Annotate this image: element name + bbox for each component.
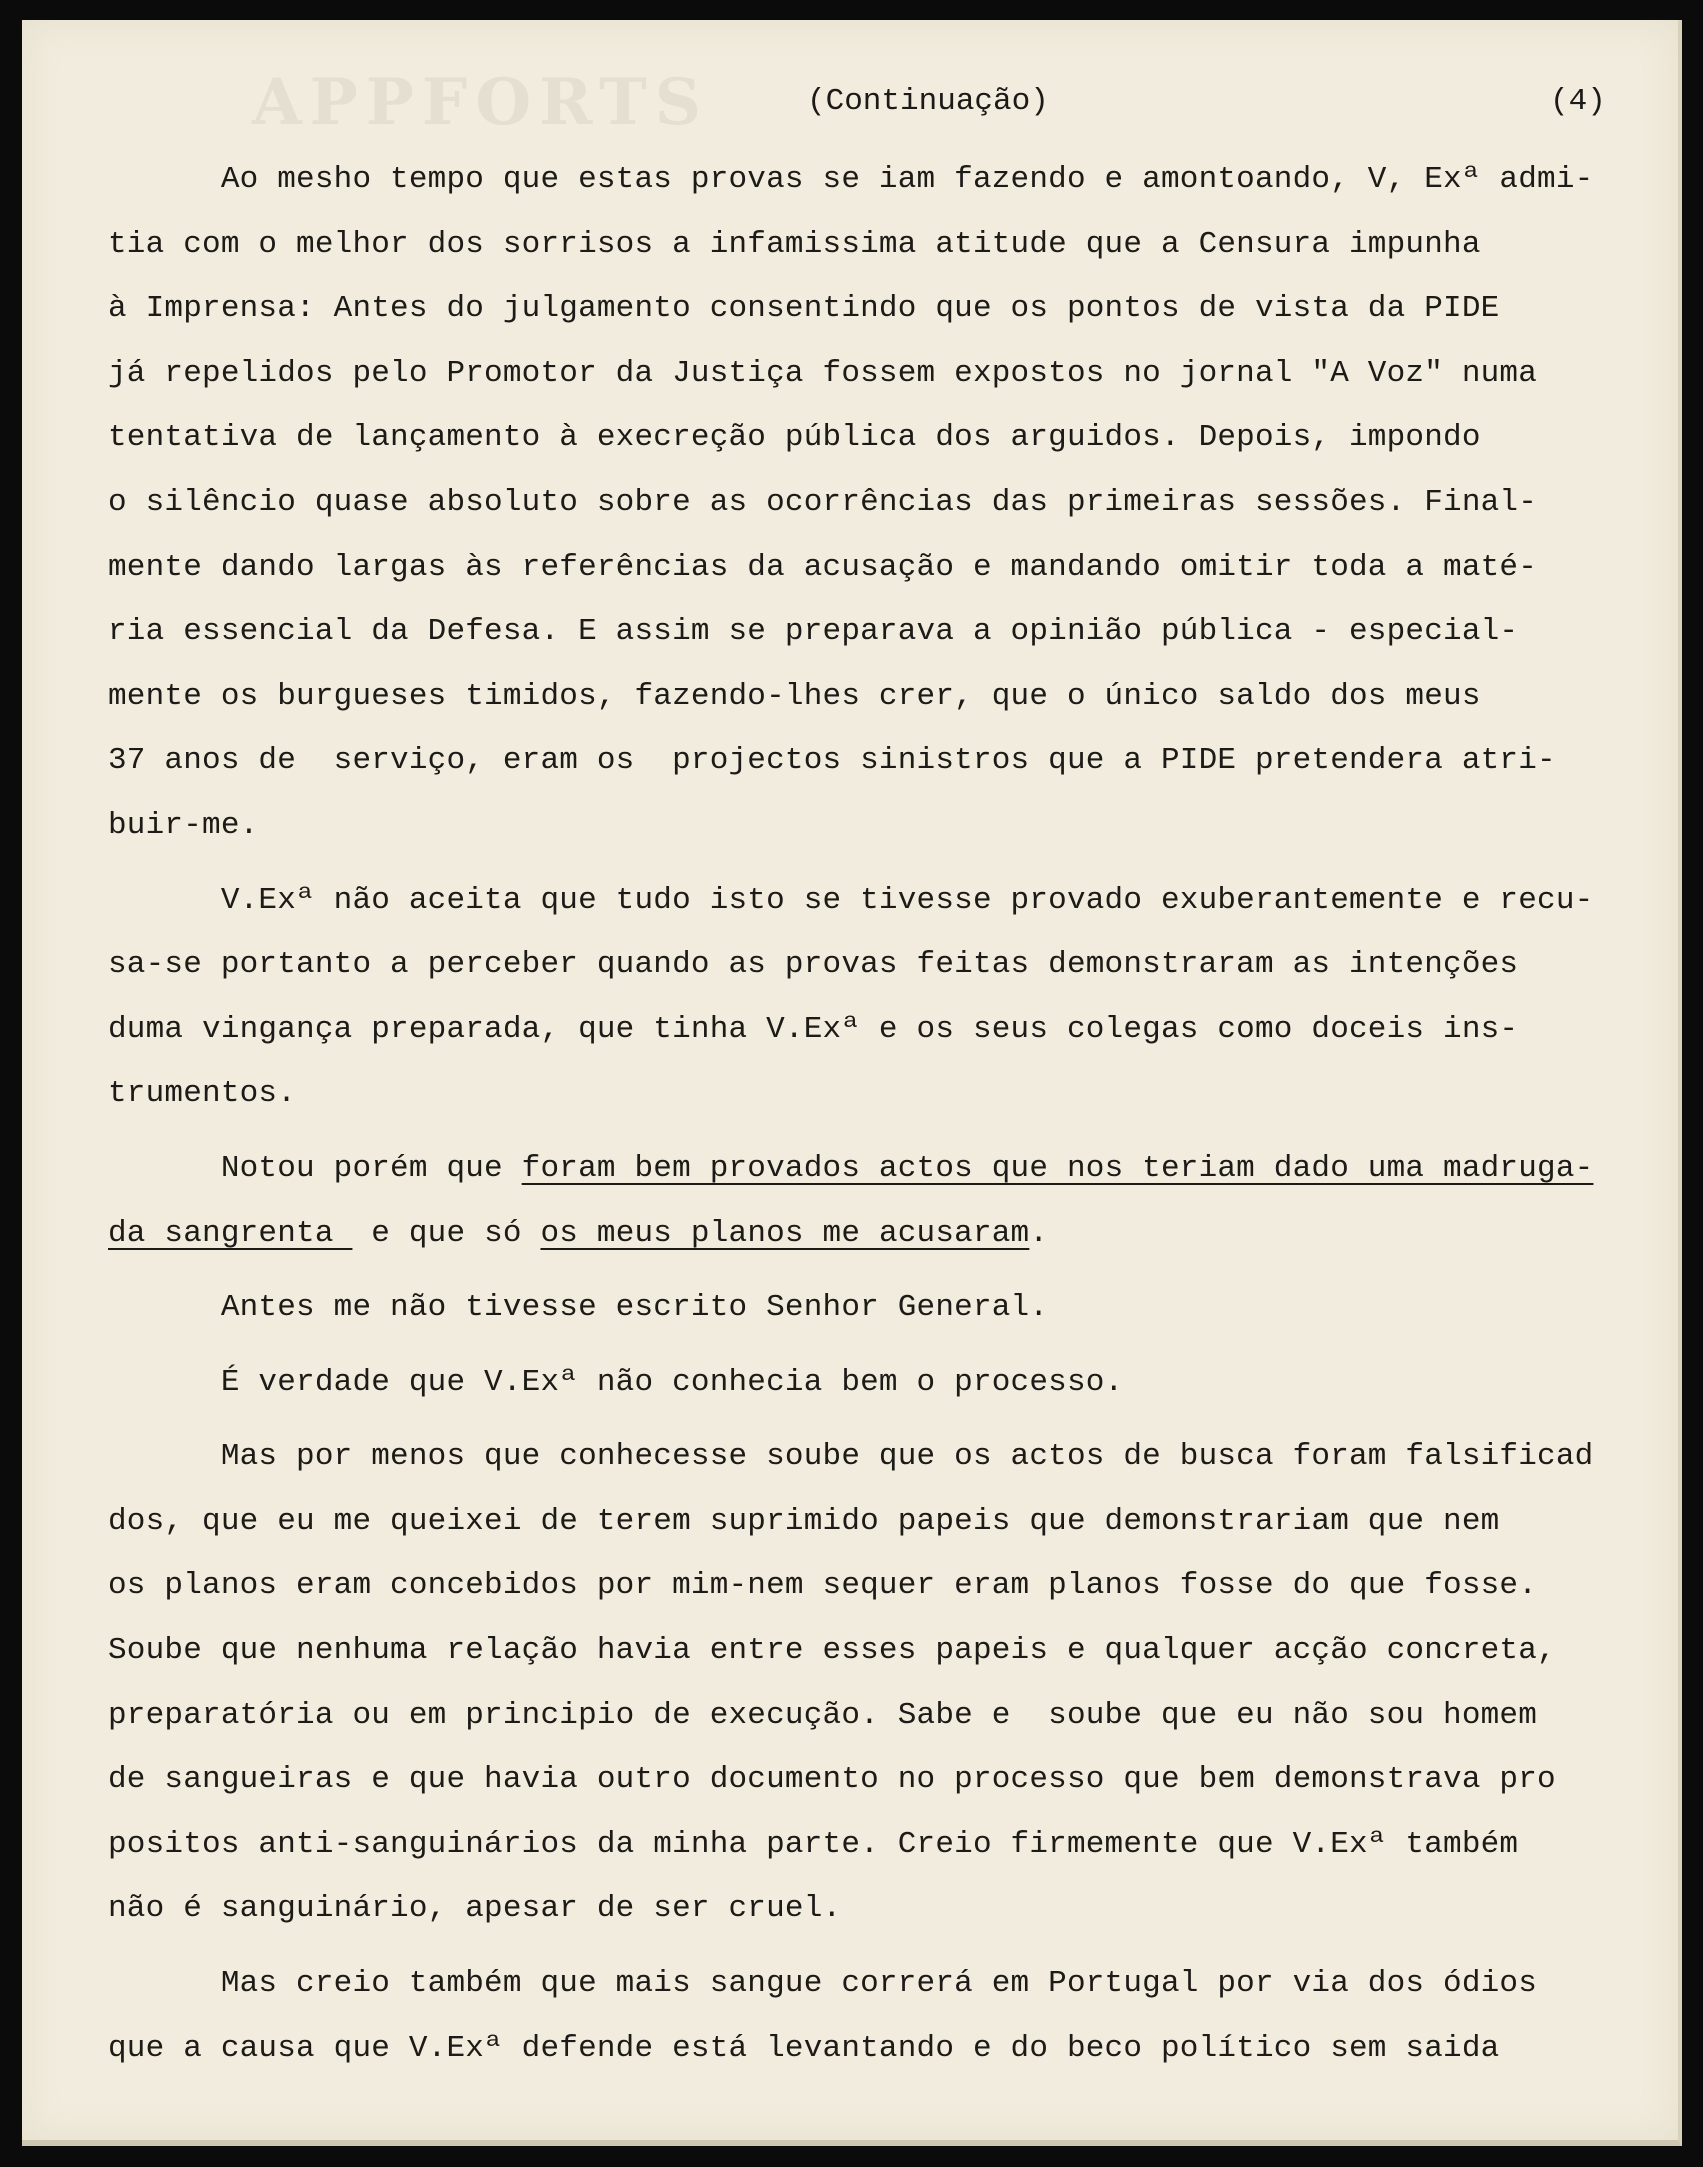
text-line bbox=[108, 1062, 1678, 1127]
text-line bbox=[108, 277, 1678, 342]
text-line bbox=[108, 213, 1678, 278]
text-line bbox=[108, 729, 1678, 794]
text-line bbox=[108, 1952, 1678, 2017]
paragraph bbox=[108, 1351, 1678, 1416]
text-segment: Soube que nenhuma relação havia entre esses papeis e qualquer acção concreta, bbox=[108, 1633, 1556, 1669]
text-segment: Ao mesho tempo que estas provas se iam fazendo e amontoando, V, Exª admi- bbox=[108, 162, 1594, 197]
underlined-text: os meus planos me acusaram bbox=[540, 1215, 1030, 1251]
paragraph bbox=[108, 148, 1678, 859]
text-segment: Mas por menos que conhecesse soube que os actos de busca foram falsificad bbox=[108, 1439, 1594, 1475]
text-segment: preparatória ou em principio de execução. Sabe e soube que eu não sou homem bbox=[108, 1697, 1538, 1733]
text-segment: não é sanguinário, apesar de ser cruel. bbox=[108, 1891, 842, 1927]
text-segment: Antes me não tivesse escrito Senhor General. bbox=[108, 1290, 1049, 1326]
text-line bbox=[108, 794, 1678, 859]
text-line bbox=[108, 1813, 1678, 1878]
text-segment: dos, que eu me queixei de terem suprimido papeis que demonstrariam que nem bbox=[108, 1503, 1500, 1539]
text-segment: mente dando largas às referências da acusação e mandando omitir toda a maté- bbox=[108, 549, 1538, 585]
continuation-heading: (Continuação) bbox=[807, 84, 1049, 119]
text-line bbox=[108, 1202, 1678, 1267]
text-line bbox=[108, 1748, 1678, 1813]
text-segment: de sangueiras e que havia outro documento no processo que bem demonstrava pro bbox=[108, 1762, 1556, 1798]
text-line bbox=[108, 342, 1678, 407]
text-segment: tentativa de lançamento à execreção pública dos arguidos. Depois, impondo bbox=[108, 420, 1481, 456]
paragraph bbox=[108, 1425, 1678, 1942]
text-line bbox=[108, 665, 1678, 730]
text-segment: mente os burgueses timidos, fazendo-lhes crer, que o único saldo dos meus bbox=[108, 678, 1481, 714]
text-line bbox=[108, 1137, 1678, 1202]
text-segment: Notou porém que bbox=[108, 1150, 522, 1186]
text-segment: positos anti-sanguinários da minha parte. Creio firmemente que V.Exª também bbox=[108, 1826, 1519, 1862]
text-segment: V.Exª não aceita que tudo isto se tivesse provado exuberantemente e recu- bbox=[108, 882, 1594, 918]
paragraph bbox=[108, 1137, 1678, 1266]
text-line bbox=[108, 406, 1678, 471]
text-line bbox=[108, 1877, 1678, 1942]
text-segment: 37 anos de serviço, eram os projectos sinistros que a PIDE pretendera atri- bbox=[108, 743, 1556, 779]
underlined-text: da sangrenta bbox=[108, 1215, 353, 1251]
text-line bbox=[108, 933, 1678, 998]
text-line bbox=[108, 1351, 1678, 1416]
paragraph bbox=[108, 1276, 1678, 1341]
text-segment: Mas creio também que mais sangue correrá em Portugal por via dos ódios bbox=[108, 1966, 1538, 2002]
underlined-text: foram bem provados actos que nos teriam dado uma madruga- bbox=[521, 1150, 1594, 1186]
text-line bbox=[108, 1619, 1678, 1684]
text-line bbox=[108, 471, 1678, 536]
text-segment: trumentos. bbox=[108, 1076, 297, 1112]
paragraph bbox=[108, 1952, 1678, 2081]
text-segment: buir-me. bbox=[108, 807, 259, 843]
text-segment: duma vingança preparada, que tinha V.Exª e os seus colegas como doceis ins- bbox=[108, 1011, 1519, 1047]
text-line bbox=[108, 998, 1678, 1063]
text-segment: É verdade que V.Exª não conhecia bem o processo. bbox=[108, 1364, 1124, 1400]
text-segment: que a causa que V.Exª defende está levantando e do beco político sem saida bbox=[108, 2030, 1500, 2066]
text-segment: já repelidos pelo Promotor da Justiça fossem expostos no jornal "A Voz" numa bbox=[108, 355, 1538, 391]
text-line bbox=[108, 1425, 1678, 1490]
text-segment: o silêncio quase absoluto sobre as ocorrências das primeiras sessões. Final- bbox=[108, 484, 1538, 520]
text-line bbox=[108, 600, 1678, 665]
text-segment: à Imprensa: Antes do julgamento consentindo que os pontos de vista da PIDE bbox=[108, 291, 1500, 327]
text-segment: . bbox=[1029, 1215, 1049, 1251]
text-segment: e que só bbox=[352, 1215, 541, 1251]
text-line bbox=[108, 869, 1678, 934]
text-line bbox=[108, 1490, 1678, 1555]
text-line bbox=[108, 2017, 1678, 2082]
page-number: (4) bbox=[1550, 84, 1606, 119]
paragraph bbox=[108, 869, 1678, 1127]
letter-body bbox=[108, 148, 1678, 2081]
text-line bbox=[108, 1276, 1678, 1341]
text-line bbox=[108, 536, 1678, 601]
text-segment: tia com o melhor dos sorrisos a infamissima atitude que a Censura impunha bbox=[108, 226, 1481, 262]
text-segment: ria essencial da Defesa. E assim se preparava a opinião pública - especial- bbox=[108, 614, 1519, 650]
bleed-through-text: APPFORTS bbox=[252, 65, 709, 140]
text-segment: sa-se portanto a perceber quando as provas feitas demonstraram as intenções bbox=[108, 947, 1519, 983]
text-line bbox=[108, 148, 1678, 213]
text-line bbox=[108, 1684, 1678, 1749]
text-line bbox=[108, 1554, 1678, 1619]
text-segment: os planos eram concebidos por mim-nem sequer eram planos fosse do que fosse. bbox=[108, 1568, 1538, 1604]
